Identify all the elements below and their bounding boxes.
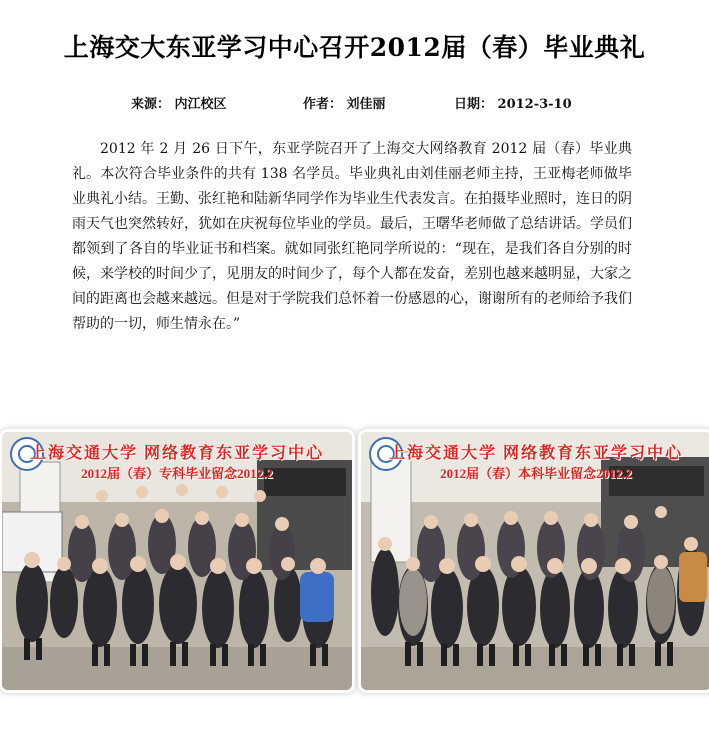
- article-date: 日期： 2012-3-10: [454, 97, 572, 112]
- article-meta: [0, 93, 709, 113]
- photo-banner: 上海交通大学 网络教育东亚学习中心: [388, 445, 683, 462]
- graduation-photo-associate: [2, 432, 352, 690]
- article-source: 来源： 内江校区: [131, 97, 227, 112]
- article-author: 作者： 刘佳丽: [303, 97, 386, 112]
- article-body: 2012 年 2 月 26 日下午，东亚学院召开了上海交大网络教育 2012 届（春）毕业典礼。本次符合毕业条件的共有 138 名学员。毕业典礼由刘佳丽老师主持，王亚梅老师做毕业典礼小结。王勤、张红艳和陆新华同学作为毕业生代表发言。在拍摄毕业照时，连日的阴雨天气也突然转好，犹如在庆祝每位毕业的学员。最后，王曙华老师做了总结讲话。学员们都领到了各自的毕业证书和档案。就如同张红艳同学所说的：“现在，是我们各自分别的时候，来学校的时间少了，见朋友的时间少了，每个人都在发奋，差别也越来越明显，大家之间的距离也会越来越远。但是对于学院我们总怀着一份感恩的心，谢谢所有的老师给予我们帮助的一切，师生情永在。”: [72, 141, 632, 332]
- graduation-photo-bachelor: [361, 432, 709, 690]
- photo-banner: 上海交通大学 网络教育东亚学习中心: [29, 445, 324, 462]
- article-title: 上海交大东亚学习中心召开2012届（春）毕业典礼: [63, 33, 646, 62]
- photo-caption: 2012届（春）本科毕业留念2012.2: [440, 466, 632, 481]
- photo-caption: 2012届（春）专科毕业留念2012.2: [81, 466, 273, 481]
